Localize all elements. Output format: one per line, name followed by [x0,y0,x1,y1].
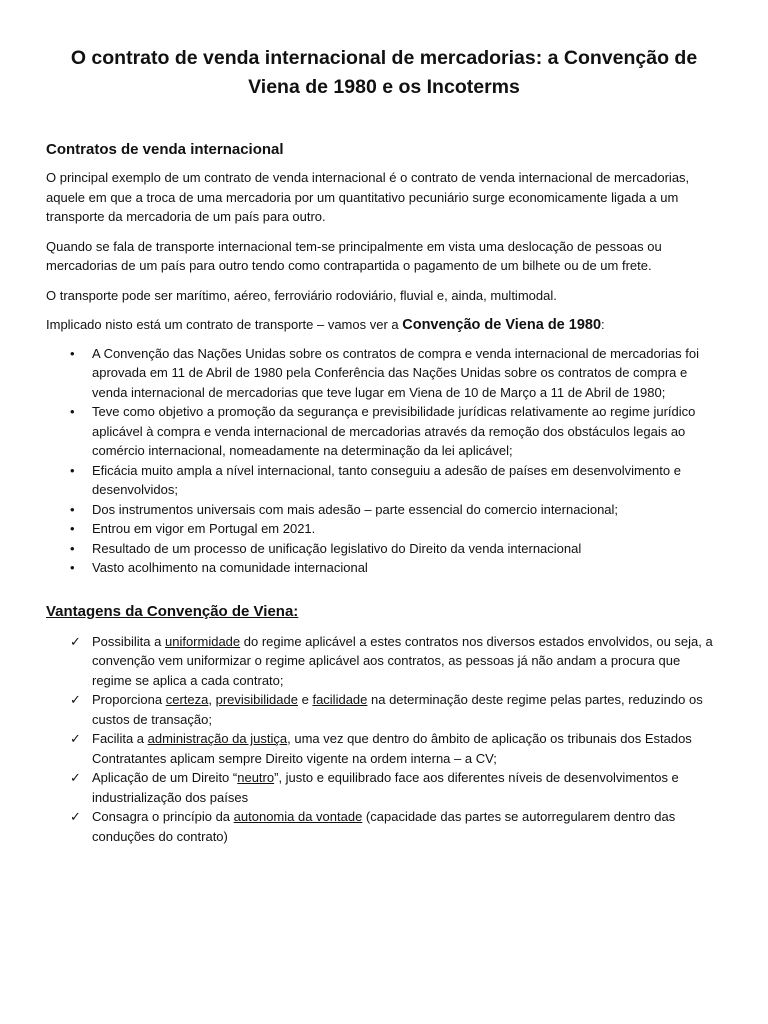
checklist [46,632,722,847]
list-item [46,402,722,461]
bullet-text: Vasto acolhimento na comunidade internacional [92,560,368,575]
paragraph-1: O principal exemplo de um contrato de venda internacional é o contrato de venda internacional de mercadorias, aquele em que a troca de uma mercadoria por um quantitativo pecuniário surge economicamente ligada a um transporte da mercadoria de um país para outro. [46,170,690,224]
underlined-term: certeza [165,692,209,707]
bullet-icon: • [70,560,75,575]
bullet-list [46,344,722,578]
bullet-text: Teve como objetivo a promoção da segurança e previsibilidade jurídicas relativamente ao regime jurídico aplicável à compra e venda internacional de mercadorias através da remoção dos obstáculos legais ao comércio internacional, nomeadamente na determinação da lei aplicável; [92,404,696,458]
underlined-term: uniformidade [164,633,241,649]
text-run: ”, justo e equilibrado face aos diferentes níveis de desenvolvimentos e industrialização dos países [92,770,679,805]
underlined-term: administração da justiça [147,731,288,746]
checkmark-icon: ✓ [70,731,81,746]
paragraph-4-prefix: Implicado nisto está um contrato de transporte – vamos ver a [46,317,403,332]
underlined-term: previsibilidade [215,692,298,707]
bullet-icon: • [70,540,75,556]
bullet-text: Resultado de um processo de unificação legislativo do Direito da venda internacional [92,540,582,556]
paragraph-2: Quando se fala de transporte internacional tem-se principalmente em vista uma deslocação de pessoas ou mercadorias de um país para outro tendo como contrapartida o pagamento de um bilhete ou de um frete. [46,238,662,273]
text-run: Proporciona [92,692,166,707]
checklist-item-autonomia [46,807,722,846]
underlined-term: autonomia da vontade [233,809,363,824]
section-heading-contratos: Contratos de venda internacional [46,141,284,158]
list-item [46,519,722,539]
paragraph-3: O transporte pode ser marítimo, aéreo, ferroviário rodoviário, fluvial e, ainda, multimodal. [46,287,557,303]
section-heading-vantagens: Vantagens da Convenção de Viena: [46,602,299,620]
paragraph-4 [46,315,722,336]
list-item [46,539,722,559]
text-run: , [208,692,216,707]
list-item [46,344,722,403]
bullet-icon: • [70,501,75,517]
bullet-text: Entrou em vigor em Portugal em 2021. [92,521,316,536]
checkmark-icon: ✓ [70,633,81,649]
paragraph-4-suffix: : [601,317,605,332]
bullet-icon: • [70,404,75,419]
checklist-item-neutro [46,768,722,807]
text-run: , uma vez que dentro do âmbito de aplicação os tribunais dos Estados Contratantes aplicam sempre Direito vigente na ordem interna – a CV; [92,731,692,766]
bullet-text: Dos instrumentos universais com mais adesão – parte essencial do comercio internacional; [92,501,619,517]
text-run: Aplicação de um Direito “ [92,770,238,785]
convencao-emphasis: Convenção de Viena de 1980 [402,317,602,333]
text-run: Consagra o princípio da [92,809,234,824]
text-run: Possibilita a [92,633,165,649]
list-item [46,558,722,578]
text-run: e [297,692,313,707]
document-title: O contrato de venda internacional de mercadorias: a Convenção de Viena de 1980 e os Incoterms [70,47,698,98]
checkmark-icon: ✓ [70,809,81,824]
checklist-item-certeza [46,690,722,729]
text-run: Facilita a [92,731,148,746]
checkmark-icon: ✓ [70,770,81,785]
bullet-text: Eficácia muito ampla a nível internacional, tanto conseguiu a adesão de países em desenvolvimento e desenvolvidos; [92,462,681,497]
bullet-text: A Convenção das Nações Unidas sobre os contratos de compra e venda internacional de mercadorias foi aprovada em 11 de Abril de 1980 pela Conferência das Nações Unidas sobre os contratos de compra e venda internacional de mercadorias que teve lugar em Viena de 10 de Março a 11 de Abril de 1980; [92,345,700,400]
checklist-item-uniformidade [46,632,722,691]
bullet-icon: • [70,345,75,361]
text-run: na determinação deste regime pelas partes, reduzindo os custos de transação; [92,692,703,727]
checkmark-icon: ✓ [70,692,81,707]
text-run: (capacidade das partes se autorregularem dentro das conduções do contrato) [92,809,676,844]
list-item [46,500,722,520]
bullet-icon: • [70,462,75,478]
text-run: do regime aplicável a estes contratos nos diversos estados envolvidos, ou seja, a convenção vem uniformizar o regime aplicável aos contratos, as pessoas já não andam a procura que regime se aplica a cada contrato; [92,633,713,688]
underlined-term: neutro [237,770,275,785]
underlined-term: facilidade [312,692,368,707]
list-item [46,461,722,500]
checklist-item-justica [46,729,722,768]
bullet-icon: • [70,521,75,536]
